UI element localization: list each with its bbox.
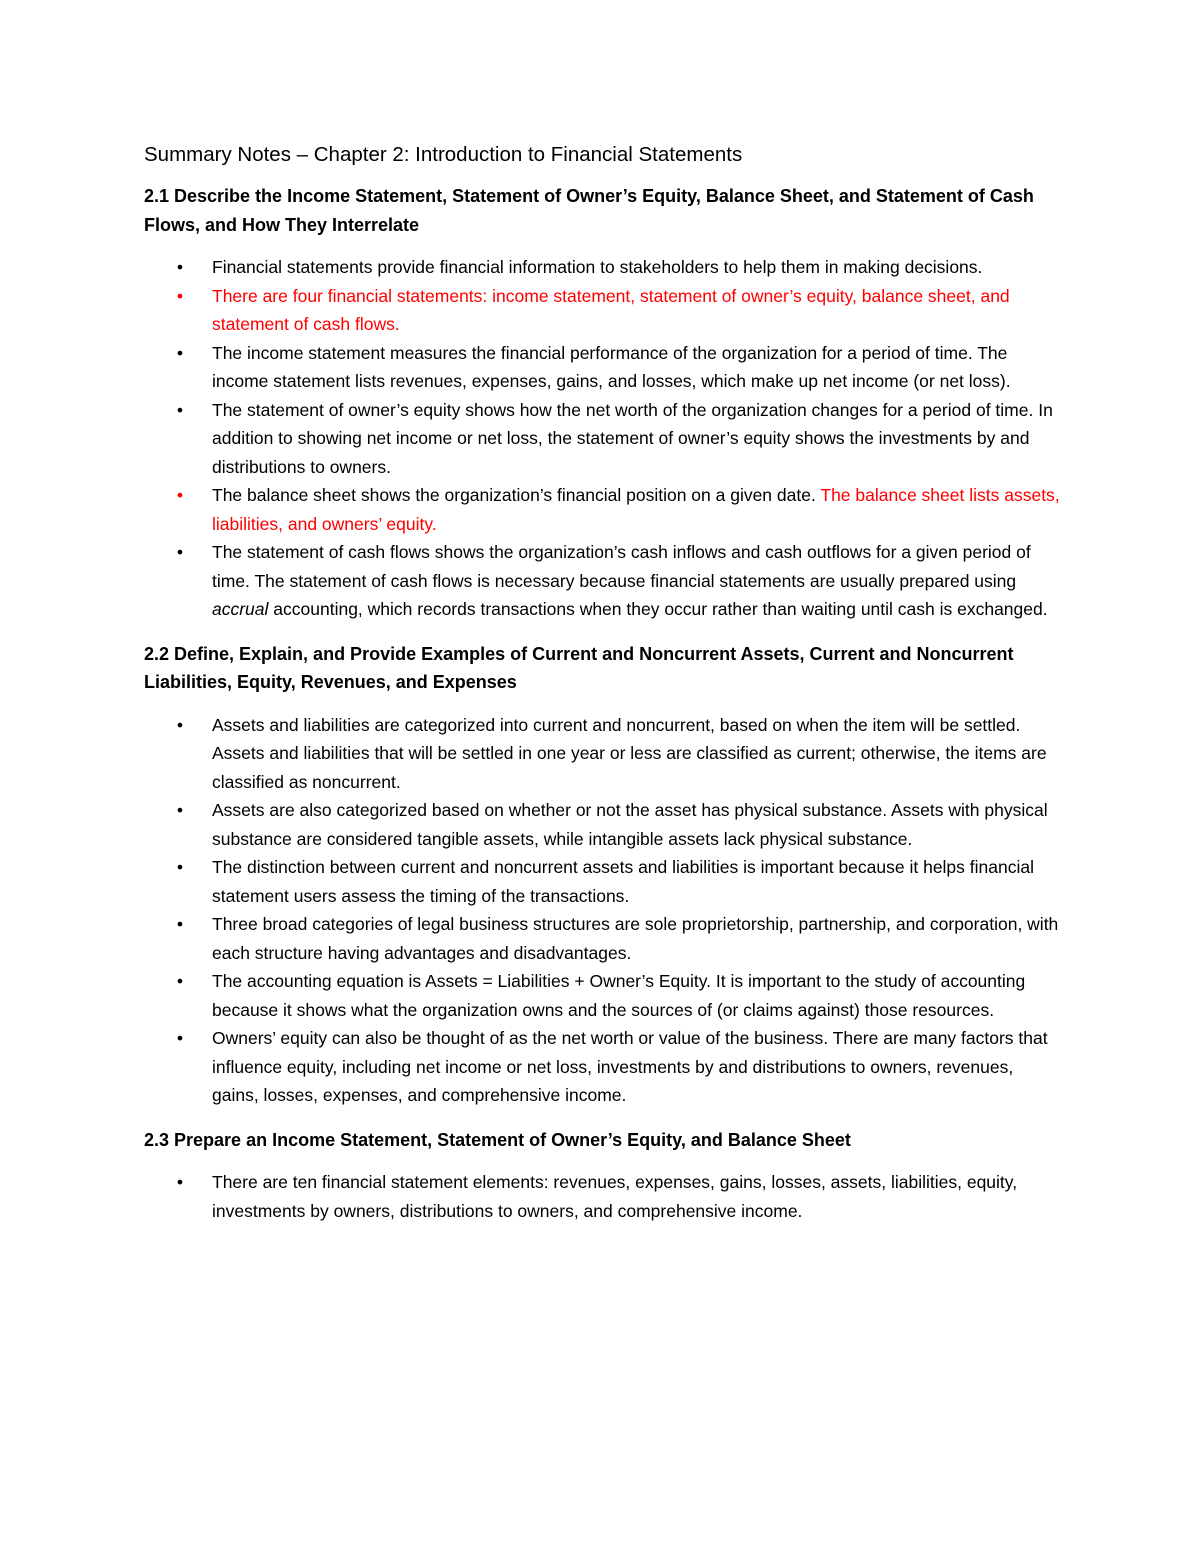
list-item-text: The distinction between current and noncurrent assets and liabilities is important because it helps financial statement users assess the timing of the transactions.: [212, 857, 1034, 906]
document-page: [144, 140, 1064, 1241]
bullet-icon: •: [176, 342, 184, 363]
list-item-text: Assets and liabilities are categorized into current and noncurrent, based on when the item will be settled. Assets and liabilities that will be settled in one year or less are classified as current; otherwise, the items are classified as noncurrent.: [212, 714, 1047, 792]
list-item: [144, 853, 1064, 910]
bullet-icon: •: [176, 800, 184, 820]
list-item: [144, 339, 1064, 396]
bullet-icon: •: [176, 257, 184, 277]
bullet-icon: •: [176, 971, 184, 991]
list-item: [144, 711, 1064, 797]
list-item: [144, 910, 1064, 967]
bullet-list: [144, 711, 1064, 1110]
list-item-text: Owners’ equity can also be thought of as the net worth or value of the business. There are many factors that influence equity, including net income or net loss, investments by and distributions to owners, revenues, gains, losses, expenses, and comprehensive income.: [212, 1028, 1048, 1105]
list-item-text: There are ten financial statement elements: revenues, expenses, gains, losses, assets, liabilities, equity, investments by owners, distributions to owners, and comprehensive income.: [212, 1172, 1018, 1221]
bullet-icon: •: [176, 1172, 184, 1192]
list-item-text: The balance sheet lists assets, liabilities, and owners’ equity.: [212, 485, 1060, 534]
list-item-text: accounting, which records transactions when they occur rather than waiting until cash is exchanged.: [268, 599, 1048, 619]
bullet-list: [144, 253, 1064, 624]
bullet-icon: •: [176, 285, 184, 306]
list-item-text: Assets are also categorized based on whether or not the asset has physical substance. Assets with physical substance are considered tangible assets, while intangible assets lack physical substance.: [212, 800, 1048, 849]
list-item-text: The balance sheet shows the organization’s financial position on a given date.: [212, 485, 821, 505]
list-item-text: accrual: [212, 599, 269, 619]
bullet-icon: •: [176, 542, 184, 562]
bullet-icon: •: [176, 857, 184, 877]
list-item: [144, 1168, 1064, 1225]
sections-container: [144, 182, 1064, 1225]
bullet-icon: •: [176, 485, 184, 505]
list-item-text: Three broad categories of legal business structures are sole proprietorship, partnership, and corporation, with each structure having advantages and disadvantages.: [212, 914, 1059, 963]
bullet-icon: •: [176, 399, 184, 420]
list-item: [144, 253, 1064, 282]
list-item-text: The statement of owner’s equity shows how the net worth of the organization changes for a period of time. In addition to showing net income or net loss, the statement of owner’s equity shows the investments by and distributions to owners.: [212, 399, 1053, 477]
section-heading: 2.2 Define, Explain, and Provide Examples of Current and Noncurrent Assets, Current and Noncurrent Liabilities, Equity, Revenues, and Expenses: [144, 643, 1014, 692]
list-item-text: The income statement measures the financial performance of the organization for a period of time. The income statement lists revenues, expenses, gains, and losses, which make up net income (or net loss).: [212, 342, 1011, 391]
list-item: [144, 481, 1064, 538]
section-heading: 2.3 Prepare an Income Statement, Statement of Owner’s Equity, and Balance Sheet: [144, 1129, 851, 1150]
section-heading: 2.1 Describe the Income Statement, Statement of Owner’s Equity, Balance Sheet, and Statement of Cash Flows, and How They Interrelate: [144, 186, 1034, 235]
list-item-text: There are four financial statements: income statement, statement of owner’s equity, balance sheet, and statement of cash flows.: [212, 285, 1010, 334]
bullet-icon: •: [176, 1028, 184, 1048]
list-item-text: The statement of cash flows shows the organization’s cash inflows and cash outflows for a given period of time. The statement of cash flows is necessary because financial statements are usually prepared using: [212, 542, 1031, 591]
bullet-icon: •: [176, 714, 184, 735]
list-item: [144, 538, 1064, 624]
list-item-text: Financial statements provide financial information to stakeholders to help them in making decisions.: [212, 257, 983, 277]
bullet-list: [144, 1168, 1064, 1225]
list-item: [144, 396, 1064, 482]
bullet-icon: •: [176, 914, 184, 934]
list-item: [144, 967, 1064, 1024]
list-item: [144, 1024, 1064, 1110]
list-item: [144, 796, 1064, 853]
list-item: [144, 282, 1064, 339]
page-title: Summary Notes – Chapter 2: Introduction to Financial Statements: [144, 143, 743, 166]
list-item-text: The accounting equation is Assets = Liabilities + Owner’s Equity. It is important to the study of accounting because it shows what the organization owns and the sources of (or claims against) those resources.: [212, 971, 1026, 1020]
